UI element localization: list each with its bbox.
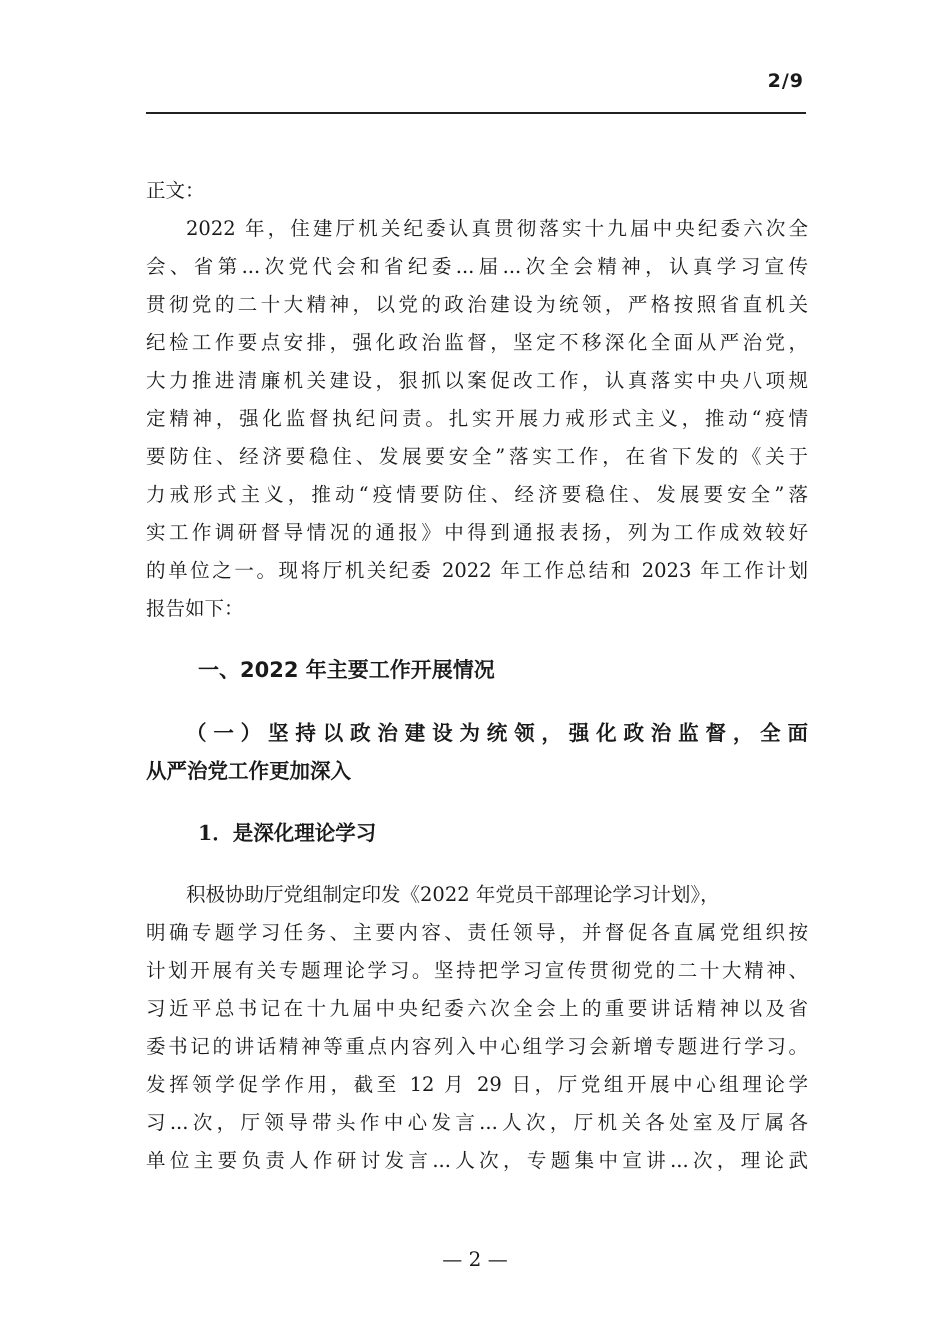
paragraph-intro (146, 210, 808, 628)
footer-page-number: — 2 — (442, 1247, 508, 1271)
paragraph-line: 要防住、经济要稳住、发展要安全”落实工作，在省下发的《关于 (146, 445, 808, 468)
section-heading: 一、2022 年主要工作开展情况 (198, 658, 495, 682)
paragraph-line: 贯彻党的二十大精神，以党的政治建设为统领，严格按照省直机关 (146, 293, 808, 316)
paragraph-line: 纪检工作要点安排，强化政治监督，坚定不移深化全面从严治党， (146, 331, 808, 354)
subsection-heading (146, 714, 808, 790)
paragraph-line: 2022 年，住建厅机关纪委认真贯彻落实十九届中央纪委六次全 (186, 217, 808, 240)
subsection-heading-line: （一）坚持以政治建设为统领，强化政治监督，全面 (186, 721, 808, 745)
paragraph-line: 力戒形式主义，推动“疫情要防住、经济要稳住、发展要安全”落 (146, 483, 808, 506)
subsection-heading-line: 从严治党工作更加深入 (146, 759, 351, 783)
page-indicator: 2/9 (767, 70, 804, 92)
paragraph-line: 积极协助厅党组制定印发《2022 年党员干部理论学习计划》， (186, 883, 720, 906)
paragraph-line: 报告如下： (146, 597, 244, 620)
paragraph-line: 大力推进清廉机关建设，狠抓以案促改工作，认真落实中央八项规 (146, 369, 808, 392)
paragraph-line: 习近平总书记在十九届中央纪委六次全会上的重要讲话精神以及省 (146, 997, 808, 1020)
paragraph-line: 计划开展有关专题理论学习。坚持把学习宣传贯彻党的二十大精神、 (146, 959, 808, 982)
paragraph-line: 明确专题学习任务、主要内容、责任领导，并督促各直属党组织按 (146, 921, 808, 944)
paragraph-line: 单位主要负责人作研讨发言...人次，专题集中宣讲...次，理论武 (146, 1149, 808, 1172)
document-body (146, 172, 808, 1180)
paragraph-line: 定精神，强化监督执纪问责。扎实开展力戒形式主义，推动“疫情 (146, 407, 808, 430)
body-label: 正文： (146, 179, 205, 202)
paragraph-line: 委书记的讲话精神等重点内容列入中心组学习会新增专题进行学习。 (146, 1035, 808, 1058)
item-heading: 1．是深化理论学习 (198, 821, 377, 845)
paragraph-line: 习...次，厅领导带头作中心发言...人次，厅机关各处室及厅属各 (146, 1111, 808, 1134)
header-divider (146, 112, 806, 114)
paragraph-line: 实工作调研督导情况的通报》中得到通报表扬，列为工作成效较好 (146, 521, 808, 544)
paragraph-line: 的单位之一。现将厅机关纪委 2022 年工作总结和 2023 年工作计划 (146, 559, 808, 582)
paragraph-line: 发挥领学促学作用，截至 12 月 29 日，厅党组开展中心组理论学 (146, 1073, 808, 1096)
paragraph-theory-study (146, 876, 808, 1180)
paragraph-line: 会、省第...次党代会和省纪委...届...次全会精神，认真学习宣传 (146, 255, 808, 278)
